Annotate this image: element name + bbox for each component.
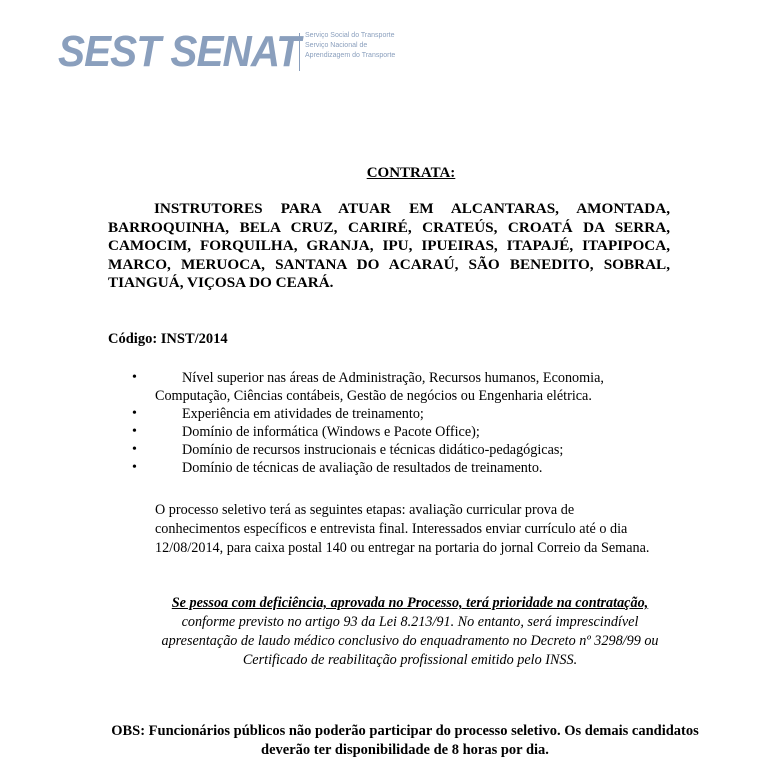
sest-senat-logo (58, 27, 396, 76)
page-heading: CONTRATA: (366, 165, 456, 181)
job-code: Código: INST/2014 (108, 331, 228, 347)
logo-sub-line-1: Serviço Social do Transporte (305, 32, 395, 39)
requirements-list (108, 369, 670, 477)
requirement-item (108, 369, 670, 405)
requirement-item (108, 459, 670, 477)
bullet-icon: • (132, 460, 137, 475)
requirement-text: Domínio de técnicas de avaliação de resultados de treinamento. (182, 460, 543, 476)
logo-wordmark: SEST SENAT (58, 27, 300, 76)
pcd-emphasis: Se pessoa com deficiência, aprovada no Processo, terá prioridade na contratação, (171, 595, 649, 611)
requirement-item (108, 423, 670, 441)
requirement-item (108, 405, 670, 423)
logo-sub-line-2: Serviço Nacional de (305, 42, 368, 49)
requirement-text: Nível superior nas áreas de Administração, Recursos humanos, Economia, (182, 370, 604, 386)
obs-note: OBS: Funcionários públicos não poderão participar do processo seletivo. Os demais candidatos deverão ter disponibilidade de 8 horas por dia. (111, 723, 699, 758)
bullet-icon: • (132, 424, 137, 439)
requirement-text: Domínio de recursos instrucionais e técnicas didático-pedagógicas; (182, 442, 564, 458)
bullet-icon: • (132, 370, 137, 385)
requirement-text: Experiência em atividades de treinamento; (182, 406, 424, 422)
pcd-details: conforme previsto no artigo 93 da Lei 8.213/91. No entanto, será imprescindível apresentação de laudo médico conclusivo do enquadramento no Decreto nº 3298/99 ou Certificado de reabilitação profissional emitido pelo INSS. (161, 614, 659, 668)
intro-paragraph: INSTRUTORES PARA ATUAR EM ALCANTARAS, AMONTADA, BARROQUINHA, BELA CRUZ, CARIRÉ, CRATEÚS, CROATÁ DA SERRA, CAMOCIM, FORQUILHA, GRANJA, IPU, IPUEIRAS, ITAPAJÉ, ITAPIPOCA, MARCO, MERUOCA, SANTANA DO ACARAÚ, SÃO BENEDITO, SOBRAL, TIANGUÁ, VIÇOSA DO CEARÁ. (108, 200, 670, 291)
requirement-text-cont: Computação, Ciências contábeis, Gestão de negócios ou Engenharia elétrica. (155, 388, 592, 404)
process-paragraph: O processo seletivo terá as seguintes etapas: avaliação curricular prova de conhecimentos específicos e entrevista final. Interessados enviar currículo até o dia 12/08/2014, para caixa postal 140 ou entregar na portaria do jornal Correio da Semana. (155, 502, 650, 556)
bullet-icon: • (132, 406, 137, 421)
logo-subtitle (305, 30, 395, 60)
requirement-text: Domínio de informática (Windows e Pacote Office); (182, 424, 480, 440)
logo-sub-line-3: Aprendizagem do Transporte (305, 52, 396, 59)
requirement-item (108, 441, 670, 459)
bullet-icon: • (132, 442, 137, 457)
pcd-notice (160, 594, 660, 670)
